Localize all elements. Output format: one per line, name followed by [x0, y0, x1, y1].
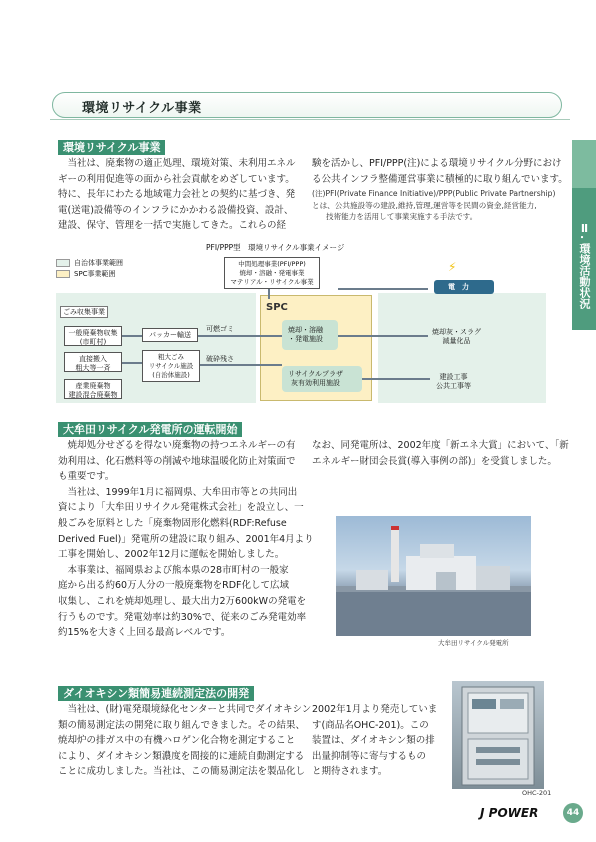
device-photo-caption: OHC-201 [522, 789, 552, 797]
text-line: と期待されます。 [312, 766, 388, 778]
text-line: 電(送電)設備等のインフラにかかわる設備投資、設計、 [58, 204, 294, 216]
text-line: 験を活かし、PFI/PPP(注)による環境リサイクル分野におけ [312, 158, 562, 169]
text-line: 建設、保守、管理を一括で実施してきた。これらの経 [58, 220, 287, 232]
output-ash-slag: 焼却灰・スラグ 減量化品 [432, 328, 481, 345]
box-direct-delivery: 直接搬入 粗大等一斉 [64, 352, 122, 372]
text-line: エネルギー財団会長賞(導入事例の部)」を受賞しました。 [312, 455, 557, 467]
text-line: 特に、長年にわたる地域電力会社との契約に基づき、発 [58, 189, 296, 201]
output-construction: 建設工事 公共工事等 [436, 373, 471, 390]
side-tab-accent [572, 140, 596, 188]
section1-left-text [58, 156, 296, 234]
text-line: 効利用は、化石燃料等の削減や地球温暖化防止対策面で [58, 455, 296, 467]
section3-right-text [312, 702, 437, 780]
gomi-collection-label: ごみ収集事業 [60, 306, 108, 318]
section1-right-text [312, 156, 568, 187]
text-line: 焼却炉の排ガス中の有機ハロゲン化合物を測定すること [58, 735, 296, 747]
label-crush-residue: 破砕残さ [206, 355, 234, 363]
top-business-box: 中間処理事業(PFI/PPP) 焼却・溶融・発電事業 マテリアル・リサイクル事業 [224, 257, 320, 289]
text-line: 庭から出る約60万人分の一般廃棄物をRDF化して広域 [58, 580, 289, 592]
output-power: 電 力 [448, 283, 469, 291]
legend-swatch-local [56, 259, 70, 267]
text-line: 類の簡易測定法の開発に取り組んできました。その結果、 [58, 719, 306, 731]
arrow [200, 364, 282, 366]
arrow [268, 289, 270, 299]
recycle-plaza: リサイクルプラザ 灰有効利用施設 [288, 370, 344, 387]
section-heading-dioxin: ダイオキシン類簡易連続測定法の開発 [58, 686, 254, 701]
diagram-title: PFI/PPP型 環境リサイクル事業イメージ [206, 243, 345, 252]
arrow [198, 335, 282, 337]
box-industrial-waste: 産業廃棄物 建設混合廃棄物 [64, 379, 122, 399]
ohc201-device-photo [452, 681, 544, 789]
note-line: 技術能力を活用して事業実施する手法です。 [326, 212, 478, 221]
note-line: (注)PFI(Private Finance Initiative)/PPP(Public Private Partnership)とは、公共施設等の建設,維持,管理,運営等を民間の資金,経営能力, [312, 189, 556, 210]
plant-incineration: 焼却・溶融 ・発電施設 [288, 326, 323, 343]
text-line: 本事業は、福岡県および熊本県の28市町村の一般家 [58, 564, 289, 576]
lightning-icon: ⚡ [448, 260, 457, 274]
arrow [338, 288, 428, 290]
text-line: Derived Fuel)」発電所の建設に取り組み、2001年4月より [58, 533, 314, 545]
text-line: 般ごみを原料とした「廃棄物固形化燃料(RDF:Refuse [58, 517, 287, 529]
text-line: 工事を開始し、2002年12月に運転を開始しました。 [58, 549, 285, 561]
side-tab-label: Ⅱ. 環境活動状況 [578, 222, 591, 310]
text-line: 資により「大牟田リサイクル発電株式会社」を設立し、一 [58, 502, 304, 514]
text-line: 当社は、廃棄物の適正処理、環境対策、未利用エネル [58, 158, 296, 169]
text-line: る公共インフラ整備運営事業に積極的に取り組んでいます。 [312, 173, 568, 185]
text-line: ことに成功しました。当社は、この簡易測定法を製品化し [58, 766, 306, 778]
spc-label: SPC [266, 302, 288, 313]
text-line: も重要です。 [58, 471, 115, 483]
text-line: 焼却処分せざるを得ない廃棄物の持つエネルギーの有 [58, 440, 296, 451]
text-line: なお、同発電所は、2002年度「新エネ大賞」において、「新 [312, 440, 569, 451]
arrow [122, 335, 142, 337]
section1-note [312, 188, 562, 223]
arrow [338, 335, 428, 337]
text-line: 出量抑制等に寄与するもの [312, 750, 427, 762]
plant-photo-caption: 大牟田リサイクル発電所 [438, 639, 509, 647]
box-municipal-collection: 一般廃棄物収集 (市町村) [64, 326, 122, 346]
text-line: 行うものです。発電効率は約30%で、従来のごみ発電効率 [58, 611, 307, 623]
recycle-business-diagram [56, 238, 546, 408]
legend-swatch-spc [56, 270, 70, 278]
text-line: により、ダイオキシン類濃度を間接的に連続自動測定する [58, 750, 305, 762]
label-combustible: 可燃ゴミ [206, 325, 234, 333]
plant-illustration [336, 516, 531, 636]
page-number: 44 [563, 803, 583, 823]
arrow [362, 378, 430, 380]
text-line: 収集し、これを焼却処理し、最大出力2万600kWの発電を [58, 595, 307, 607]
text-line: 当社は、1999年1月に福岡県、大牟田市等との共同出 [58, 486, 298, 498]
legend-label-spc: SPC事業範囲 [74, 270, 116, 278]
arrow [122, 362, 142, 364]
text-line: 当社は、(財)電発環境緑化センターと共同でダイオキシン [58, 704, 312, 715]
text-line: ギーの利用促進等の面から社会貢献をめざしています。 [58, 173, 295, 185]
text-line: 約15%を大きく上回る最高レベルです。 [58, 627, 231, 639]
legend-label-local: 自治体事業範囲 [74, 259, 123, 267]
page-title: 環境リサイクル事業 [82, 101, 202, 116]
box-bulky-recycle: 粗大ごみ リサイクル施設 (自治体施設) [142, 350, 200, 382]
omuta-plant-photo [336, 516, 531, 636]
section3-left-text [58, 702, 311, 780]
section-heading-recycle: 環境リサイクル事業 [58, 140, 165, 155]
jpower-logo: J POWER [480, 806, 539, 820]
section2-right-text [312, 438, 569, 469]
text-line: 装置は、ダイオキシン類の排 [312, 735, 435, 747]
box-packer-transport: パッカー輸送 [142, 328, 198, 342]
text-line: 2002年1月より発売していま [312, 704, 438, 715]
header-divider [50, 119, 570, 120]
text-line: す(商品名OHC-201)。この [312, 719, 429, 731]
section2-left-text [58, 438, 314, 641]
device-illustration [452, 681, 544, 789]
section-heading-omuta: 大牟田リサイクル発電所の運転開始 [58, 422, 242, 437]
